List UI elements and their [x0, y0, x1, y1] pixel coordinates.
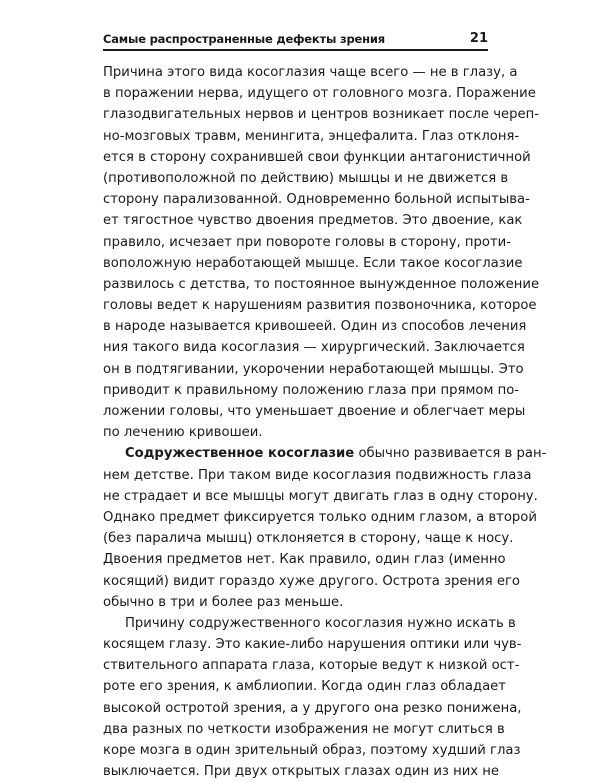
text-line: [103, 443, 547, 464]
text-line: в поражении нерва, идущего от головного мозга. Поражение: [103, 86, 536, 102]
text-line: ния такого вида косоглазия — хирургический. Заключается: [103, 340, 525, 356]
text-line: в народе называется кривошеей. Один из способов лечения: [103, 319, 527, 335]
text-line: Однако предмет фиксируется только одним глазом, а второй: [103, 509, 537, 525]
paragraph-3: [103, 613, 522, 782]
page-number: 21: [469, 31, 488, 46]
text-line: ется в сторону сохранившей свои функции антагонистичной: [103, 149, 531, 165]
text-line: выключается. При двух открытых глазах один из них не: [103, 764, 500, 780]
body-text: [103, 62, 547, 782]
text-line: косящий) видит гораздо хуже другого. Острота зрения его: [103, 573, 520, 589]
text-line: высокой остротой зрения, а у другого она резко понижена,: [103, 700, 522, 716]
text-line: обычно в три и более раз меньше.: [103, 594, 344, 610]
text-line: воположную неработающей мышце. Если такое косоглазие: [103, 255, 523, 271]
running-header: [103, 29, 488, 51]
text-line: он в подтягивании, укорочении неработающей мышцы. Это: [103, 361, 524, 377]
header-rule: [103, 49, 488, 51]
text-line: (противоположной по действию) мышцы и не движется в: [103, 170, 509, 186]
text-line: по лечению кривошеи.: [103, 425, 263, 441]
text-line: два разных по четкости изображения не могут слиться в: [103, 721, 505, 737]
text-line: приводит к правильному положению глаза при прямом по-: [103, 382, 520, 398]
text-line: роте его зрения, к амблиопии. Когда один глаз обладает: [103, 679, 506, 695]
paragraph-2: [103, 443, 547, 613]
text-line: косящем глазу. Это какие-либо нарушения оптики или чув-: [103, 637, 522, 653]
text-line: не страдает и все мышцы могут двигать глаз в одну сторону.: [103, 488, 538, 504]
text-line: ет тягостное чувство двоения предметов. Это двоение, как: [103, 213, 523, 229]
text-line: правило, исчезает при повороте головы в сторону, проти-: [103, 234, 511, 250]
text-line: ствительного аппарата глаза, которые ведут к низкой ост-: [103, 658, 520, 674]
text-line: Двоения предметов нет. Как правило, один глаз (именно: [103, 552, 506, 568]
text-line: Причину содружественного косоглазия нужно искать в: [125, 615, 516, 631]
text-fragment: обычно развивается в ран-: [354, 446, 547, 462]
text-line: сторону парализованной. Одновременно больной испытыва-: [103, 192, 530, 208]
running-header-title: Самые распространенные дефекты зрения: [103, 32, 385, 46]
paragraph-1: [103, 62, 540, 443]
text-line: Причина этого вида косоглазия чаще всего — не в глазу, а: [103, 65, 518, 80]
text-line: (без паралича мышц) отклоняется в сторону, чаще к носу.: [103, 531, 514, 547]
text-line: но-мозговых травм, менингита, энцефалита. Глаз отклоня-: [103, 128, 520, 144]
text-line: головы ведет к нарушениям развития позвоночника, которое: [103, 298, 537, 314]
text-line: развилось с детства, то постоянное вынужденное положение: [103, 276, 540, 292]
text-line: ложении головы, что уменьшает двоение и облегчает меры: [103, 404, 526, 419]
text-line: нем детстве. При таком виде косоглазия подвижность глаза: [103, 467, 532, 483]
term-highlight: Содружественное косоглазие: [125, 446, 355, 462]
text-line: глазодвигательных нервов и центров возникает после череп-: [103, 107, 540, 123]
text-line: коре мозга в один зрительный образ, поэтому худший глаз: [103, 743, 521, 758]
